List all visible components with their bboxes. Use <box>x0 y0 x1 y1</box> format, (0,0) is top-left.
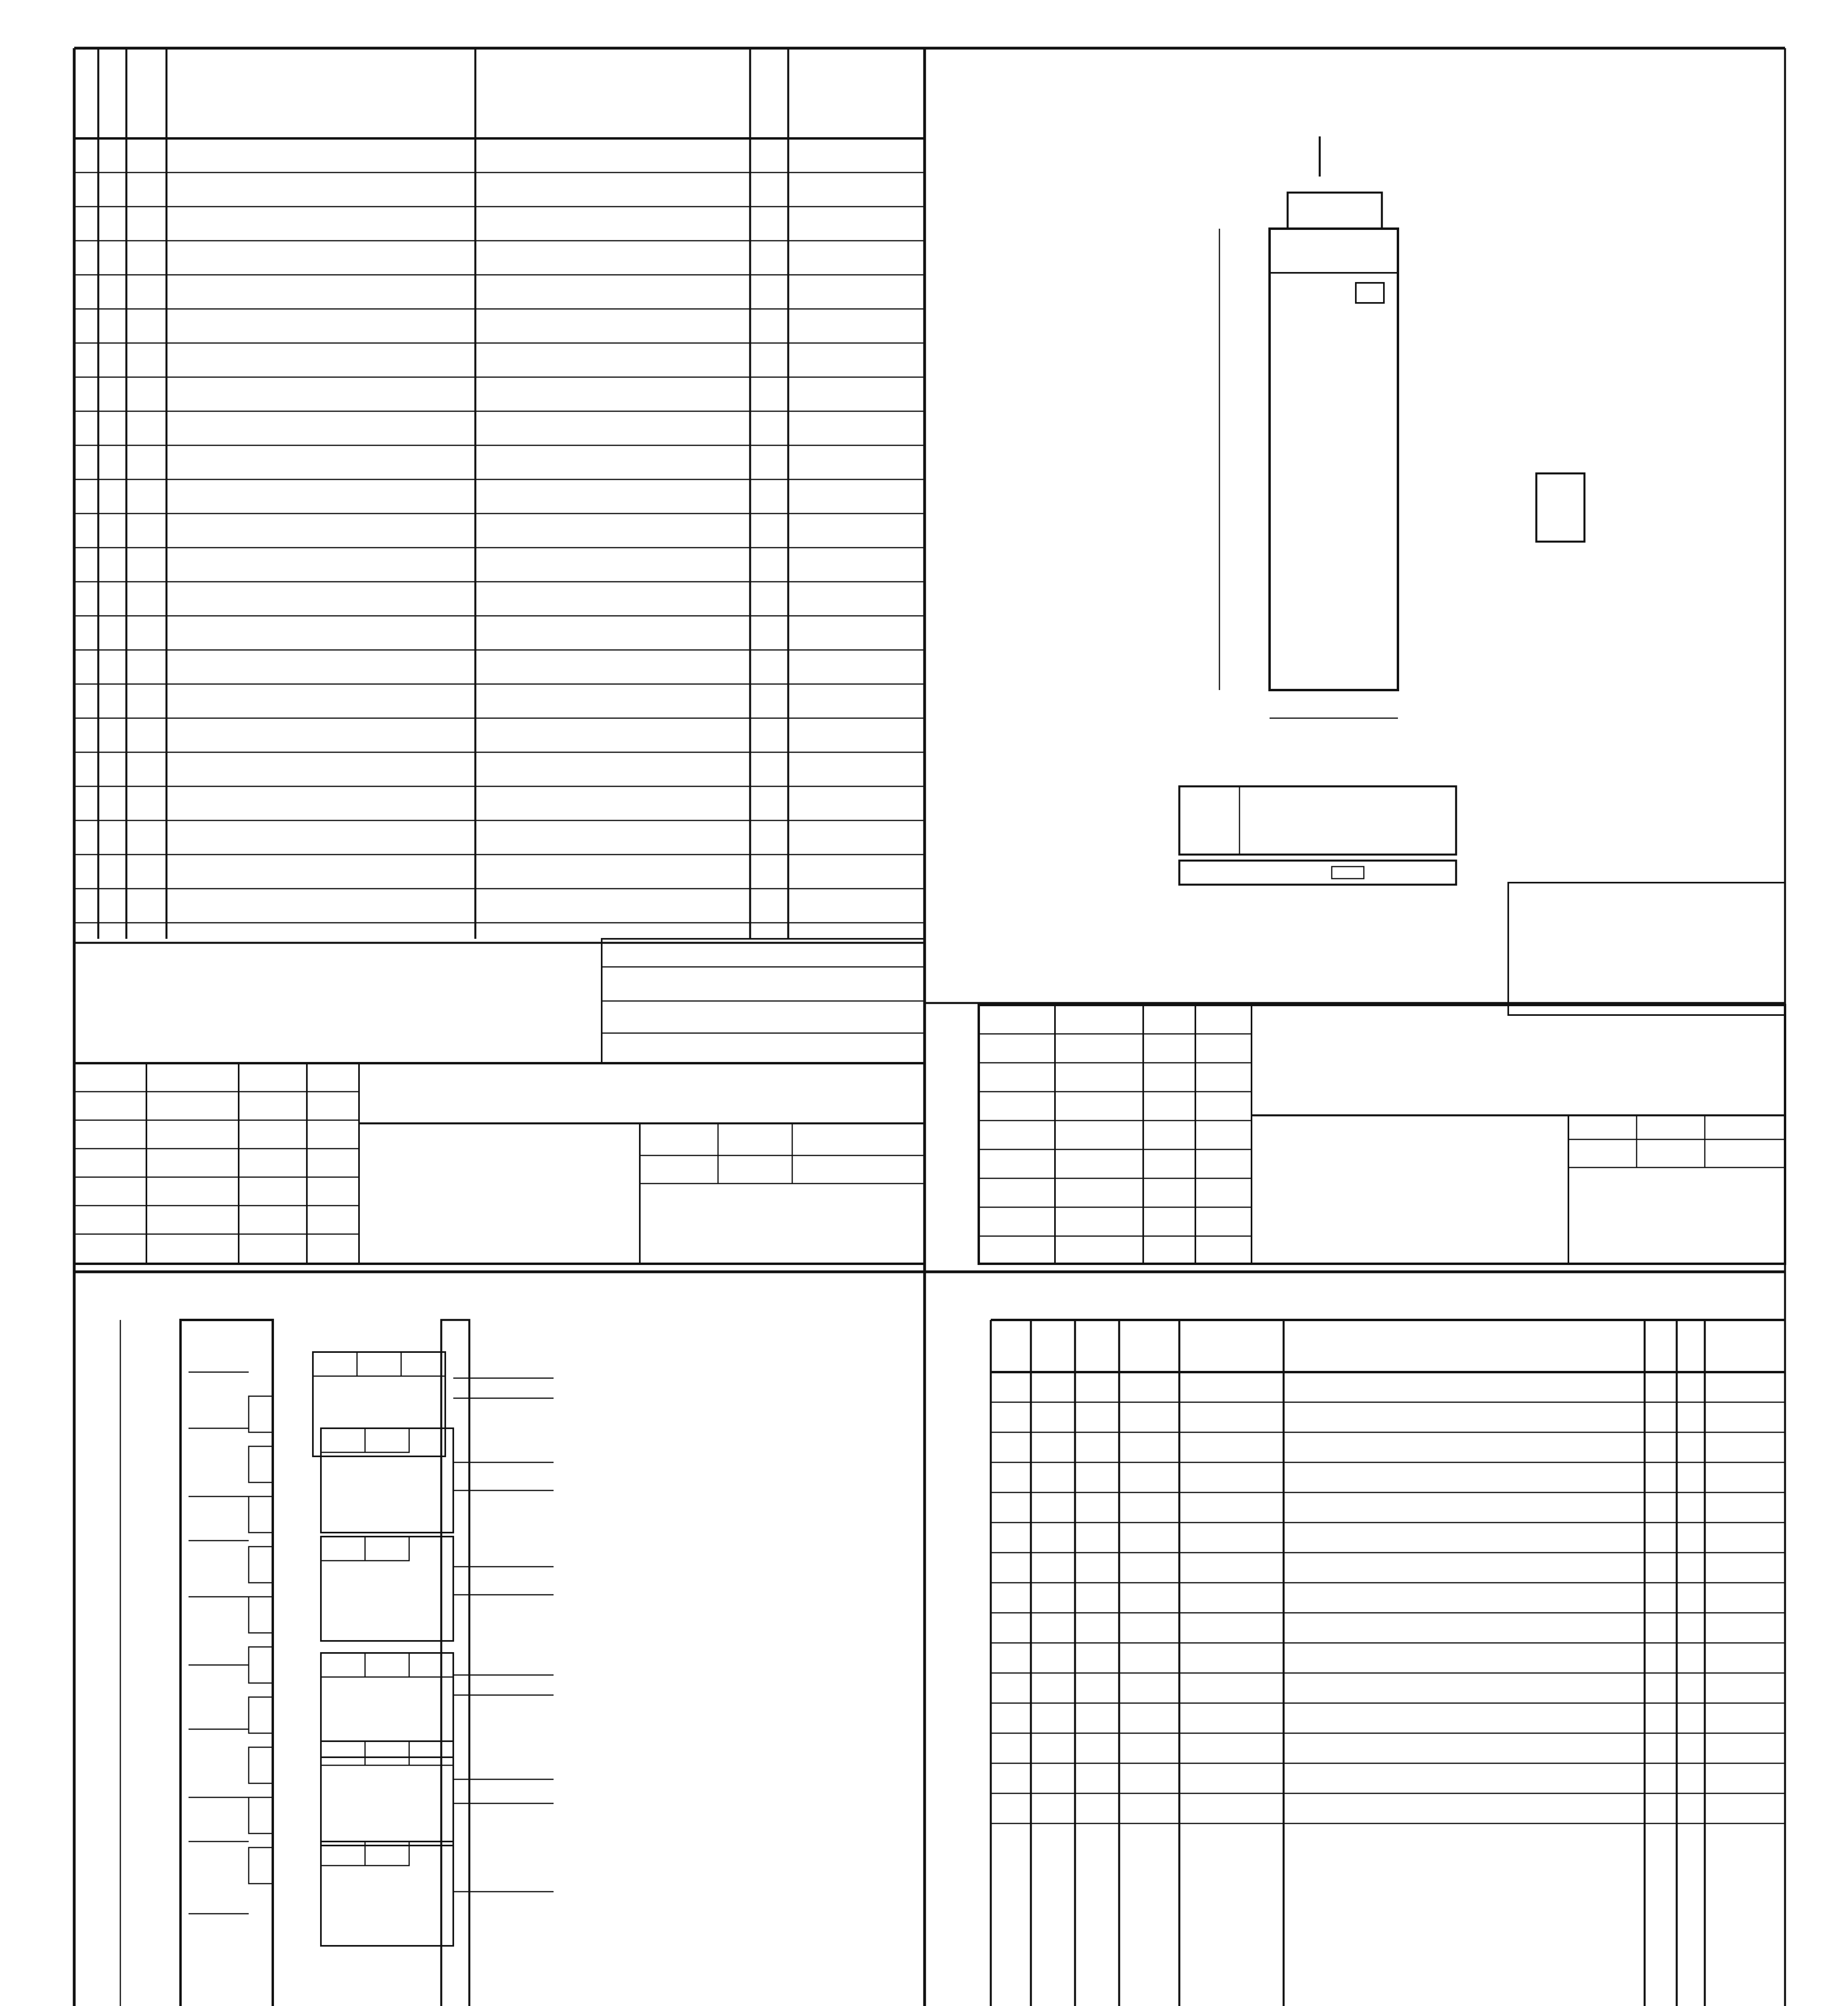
terminal-block <box>249 1597 273 1633</box>
terminal-block <box>249 1547 273 1583</box>
view-a-small-panel <box>1536 473 1584 542</box>
panel-left-rail <box>181 1320 273 2006</box>
label-plate <box>1356 283 1384 303</box>
relay-group <box>321 1537 453 1641</box>
relay-group <box>321 1428 453 1533</box>
relay-group <box>313 1352 445 1456</box>
terminal-block <box>249 1446 273 1482</box>
panel-label-box <box>1179 861 1456 885</box>
relay-label-box <box>409 1653 453 1677</box>
panel-top <box>1288 193 1382 229</box>
relay-label-box <box>365 1537 409 1561</box>
relay-label-box <box>321 1428 365 1452</box>
panel-body <box>1270 229 1398 690</box>
relay-label-box <box>357 1352 401 1376</box>
relay-label-box <box>321 1537 365 1561</box>
relay-label-box <box>401 1352 445 1376</box>
terminal-block <box>249 1647 273 1683</box>
inscription-box <box>1179 786 1456 855</box>
terminal-block <box>249 1848 273 1884</box>
relay-label-box <box>365 1653 409 1677</box>
relay-label-box <box>365 1428 409 1452</box>
relay-label-box <box>409 1741 453 1765</box>
privyazan-box <box>1508 883 1785 1015</box>
relay-label-box <box>313 1352 357 1376</box>
relay-label-box <box>321 1741 365 1765</box>
relay-group <box>321 1842 453 1946</box>
terminal-block <box>249 1396 273 1432</box>
relay-label-box <box>365 1741 409 1765</box>
terminal-block <box>249 1797 273 1833</box>
title-block-frame <box>979 1005 1785 1264</box>
terminal-block <box>249 1496 273 1533</box>
relay-label-box <box>321 1653 365 1677</box>
panel-plate <box>1332 867 1364 879</box>
terminal-block <box>249 1697 273 1733</box>
terminal-block <box>249 1747 273 1783</box>
